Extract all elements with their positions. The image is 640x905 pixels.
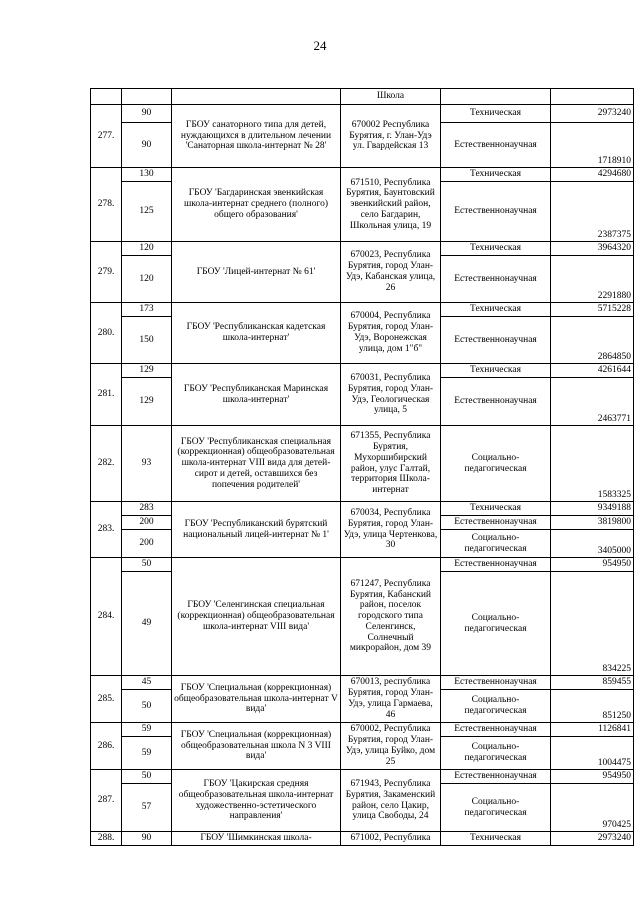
student-count: 90 bbox=[122, 832, 172, 846]
row-number: 283. bbox=[91, 502, 122, 558]
table-row bbox=[91, 502, 634, 516]
funding-amount: 3405000 bbox=[551, 530, 634, 558]
row-number: 277. bbox=[91, 105, 122, 168]
institution-name: ГБОУ 'Багдаринская эвенкийская школа-интернат среднего (полного) общего образования' bbox=[172, 168, 341, 242]
funding-amount: 2973240 bbox=[551, 832, 634, 846]
institution-address: 671510, Республика Бурятия, Баунтовский эвенкийский район, село Багдарин, Школьная улица, 19 bbox=[341, 168, 441, 242]
funding-amount: 834225 bbox=[551, 572, 634, 676]
row-number: 279. bbox=[91, 242, 122, 303]
program-direction: Естественнонаучная bbox=[441, 256, 551, 303]
table-row bbox=[91, 426, 634, 502]
program-direction: Техническая bbox=[441, 364, 551, 378]
funding-amount: 2387375 bbox=[551, 182, 634, 242]
student-count: 200 bbox=[122, 516, 172, 530]
student-count: 93 bbox=[122, 426, 172, 502]
table-row bbox=[91, 168, 634, 182]
funding-amount: 2463771 bbox=[551, 378, 634, 426]
row-number: 281. bbox=[91, 364, 122, 426]
institution-name: ГБОУ 'Селенгинская специальная (коррекционная) общеобразовательная школа-интернат VIII вида' bbox=[172, 558, 341, 676]
table-row bbox=[91, 558, 634, 572]
student-count: 283 bbox=[122, 502, 172, 516]
carry-name bbox=[172, 89, 341, 105]
institution-name: ГБОУ 'Лицей-интернат № 61' bbox=[172, 242, 341, 303]
student-count: 125 bbox=[122, 182, 172, 242]
program-direction: Социально-педагогическая bbox=[441, 572, 551, 676]
institution-address: 670023, Республика Бурятия, город Улан-Удэ, Кабанская улица, 26 bbox=[341, 242, 441, 303]
institution-address: 670002, Республика Бурятия, город Улан-Удэ, улица Буйко, дом 25 bbox=[341, 723, 441, 770]
row-number: 288. bbox=[91, 832, 122, 846]
student-count: 130 bbox=[122, 168, 172, 182]
program-direction: Естественнонаучная bbox=[441, 723, 551, 737]
program-direction: Техническая bbox=[441, 832, 551, 846]
table-row bbox=[91, 770, 634, 784]
program-direction: Естественнонаучная bbox=[441, 770, 551, 784]
carry-amount bbox=[551, 89, 634, 105]
program-direction: Техническая bbox=[441, 303, 551, 317]
student-count: 59 bbox=[122, 723, 172, 737]
funding-amount: 4261644 bbox=[551, 364, 634, 378]
funding-amount: 954950 bbox=[551, 770, 634, 784]
program-direction: Социально-педагогическая bbox=[441, 530, 551, 558]
program-direction: Техническая bbox=[441, 502, 551, 516]
program-direction: Социально-педагогическая bbox=[441, 737, 551, 770]
institution-address: 671247, Республика Бурятия, Кабанский район, поселок городского типа Селенгинск, Солнечный микрорайон, дом 39 bbox=[341, 558, 441, 676]
row-number: 286. bbox=[91, 723, 122, 770]
program-direction: Социально-педагогическая bbox=[441, 426, 551, 502]
row-number: 284. bbox=[91, 558, 122, 676]
institution-address: 670002 Республика Бурятия, г. Улан-Удэ ул. Гвардейская 13 bbox=[341, 105, 441, 168]
institution-address: 670013, республика Бурятия, город Улан-Удэ, улица Гармаева, 46 bbox=[341, 676, 441, 723]
student-count: 90 bbox=[122, 105, 172, 123]
student-count: 50 bbox=[122, 690, 172, 723]
table-row bbox=[91, 303, 634, 317]
student-count: 120 bbox=[122, 242, 172, 256]
institution-address: 671943, Республика Бурятия, Закаменский район, село Цакир, улица Свободы, 24 bbox=[341, 770, 441, 832]
funding-amount: 851250 bbox=[551, 690, 634, 723]
program-direction: Естественнонаучная bbox=[441, 558, 551, 572]
institution-name: ГБОУ 'Специальная (коррекционная) общеобразовательная школа N 3 VIII вида' bbox=[172, 723, 341, 770]
carry-address: Школа bbox=[341, 89, 441, 105]
institution-address: 671355, Республика Бурятия, Мухоршибирский район, улус Галтай, территория Школа-интернат bbox=[341, 426, 441, 502]
institutions-table bbox=[90, 88, 634, 846]
row-number: 280. bbox=[91, 303, 122, 364]
program-direction: Естественнонаучная bbox=[441, 378, 551, 426]
institution-name: ГБОУ 'Специальная (коррекционная) общеобразовательная школа-интернат V вида' bbox=[172, 676, 341, 723]
funding-amount: 2973240 bbox=[551, 105, 634, 123]
institution-name: ГБОУ 'Республиканская специальная (коррекционная) общеобразовательная школа-интернат VIII вида для детей-сирот и детей, оставшихся без попечения родителей' bbox=[172, 426, 341, 502]
student-count: 173 bbox=[122, 303, 172, 317]
table-row bbox=[91, 105, 634, 123]
program-direction: Естественнонаучная bbox=[441, 123, 551, 168]
funding-amount: 1004475 bbox=[551, 737, 634, 770]
funding-amount: 5715228 bbox=[551, 303, 634, 317]
row-number: 282. bbox=[91, 426, 122, 502]
carry-direction bbox=[441, 89, 551, 105]
student-count: 50 bbox=[122, 558, 172, 572]
student-count: 120 bbox=[122, 256, 172, 303]
funding-amount: 4294680 bbox=[551, 168, 634, 182]
funding-amount: 3964320 bbox=[551, 242, 634, 256]
institution-address: 670034, Республика Бурятия, город Улан-Удэ, улица Чертенкова, 30 bbox=[341, 502, 441, 558]
carry-over-row bbox=[91, 89, 634, 105]
student-count: 45 bbox=[122, 676, 172, 690]
program-direction: Естественнонаучная bbox=[441, 182, 551, 242]
funding-amount: 1583325 bbox=[551, 426, 634, 502]
page-number: 24 bbox=[313, 38, 327, 53]
program-direction: Техническая bbox=[441, 168, 551, 182]
table-row bbox=[91, 832, 634, 846]
student-count: 50 bbox=[122, 770, 172, 784]
funding-amount: 3819800 bbox=[551, 516, 634, 530]
funding-amount: 9349188 bbox=[551, 502, 634, 516]
row-number: 285. bbox=[91, 676, 122, 723]
program-direction: Естественнонаучная bbox=[441, 676, 551, 690]
institution-name: ГБОУ 'Шимкинская школа- bbox=[172, 832, 341, 846]
program-direction: Техническая bbox=[441, 105, 551, 123]
institution-address: 671002, Республика bbox=[341, 832, 441, 846]
program-direction: Естественнонаучная bbox=[441, 317, 551, 364]
funding-amount: 2864850 bbox=[551, 317, 634, 364]
institution-address: 670004, Республика Бурятия, город Улан-Удэ, Воронежская улица, дом 1"б" bbox=[341, 303, 441, 364]
row-number: 287. bbox=[91, 770, 122, 832]
program-direction: Естественнонаучная bbox=[441, 516, 551, 530]
student-count: 129 bbox=[122, 378, 172, 426]
institution-address: 670031, Республика Бурятия, город Улан-Удэ, Геологическая улица, 5 bbox=[341, 364, 441, 426]
student-count: 57 bbox=[122, 784, 172, 832]
program-direction: Социально-педагогическая bbox=[441, 690, 551, 723]
student-count: 90 bbox=[122, 123, 172, 168]
student-count: 49 bbox=[122, 572, 172, 676]
institution-name: ГБОУ 'Республиканская Маринская школа-интернат' bbox=[172, 364, 341, 426]
institution-name: ГБОУ 'Республиканский бурятский национальный лицей-интернат № 1' bbox=[172, 502, 341, 558]
institution-name: ГБОУ 'Цакирская средняя общеобразовательная школа-интернат художественно-эстетического направления' bbox=[172, 770, 341, 832]
funding-amount: 954950 bbox=[551, 558, 634, 572]
student-count: 129 bbox=[122, 364, 172, 378]
funding-amount: 1718910 bbox=[551, 123, 634, 168]
institution-name: ГБОУ 'Республиканская кадетская школа-интернат' bbox=[172, 303, 341, 364]
funding-amount: 859455 bbox=[551, 676, 634, 690]
student-count: 200 bbox=[122, 530, 172, 558]
row-number: 278. bbox=[91, 168, 122, 242]
student-count: 150 bbox=[122, 317, 172, 364]
table-row bbox=[91, 242, 634, 256]
funding-amount: 970425 bbox=[551, 784, 634, 832]
table-row bbox=[91, 676, 634, 690]
funding-amount: 2291880 bbox=[551, 256, 634, 303]
funding-amount: 1126841 bbox=[551, 723, 634, 737]
program-direction: Техническая bbox=[441, 242, 551, 256]
table-row bbox=[91, 364, 634, 378]
student-count: 59 bbox=[122, 737, 172, 770]
table-row bbox=[91, 723, 634, 737]
institution-name: ГБОУ санаторного типа для детей, нуждающихся в длительном лечении 'Санаторная школа-интернат № 28' bbox=[172, 105, 341, 168]
program-direction: Социально-педагогическая bbox=[441, 784, 551, 832]
